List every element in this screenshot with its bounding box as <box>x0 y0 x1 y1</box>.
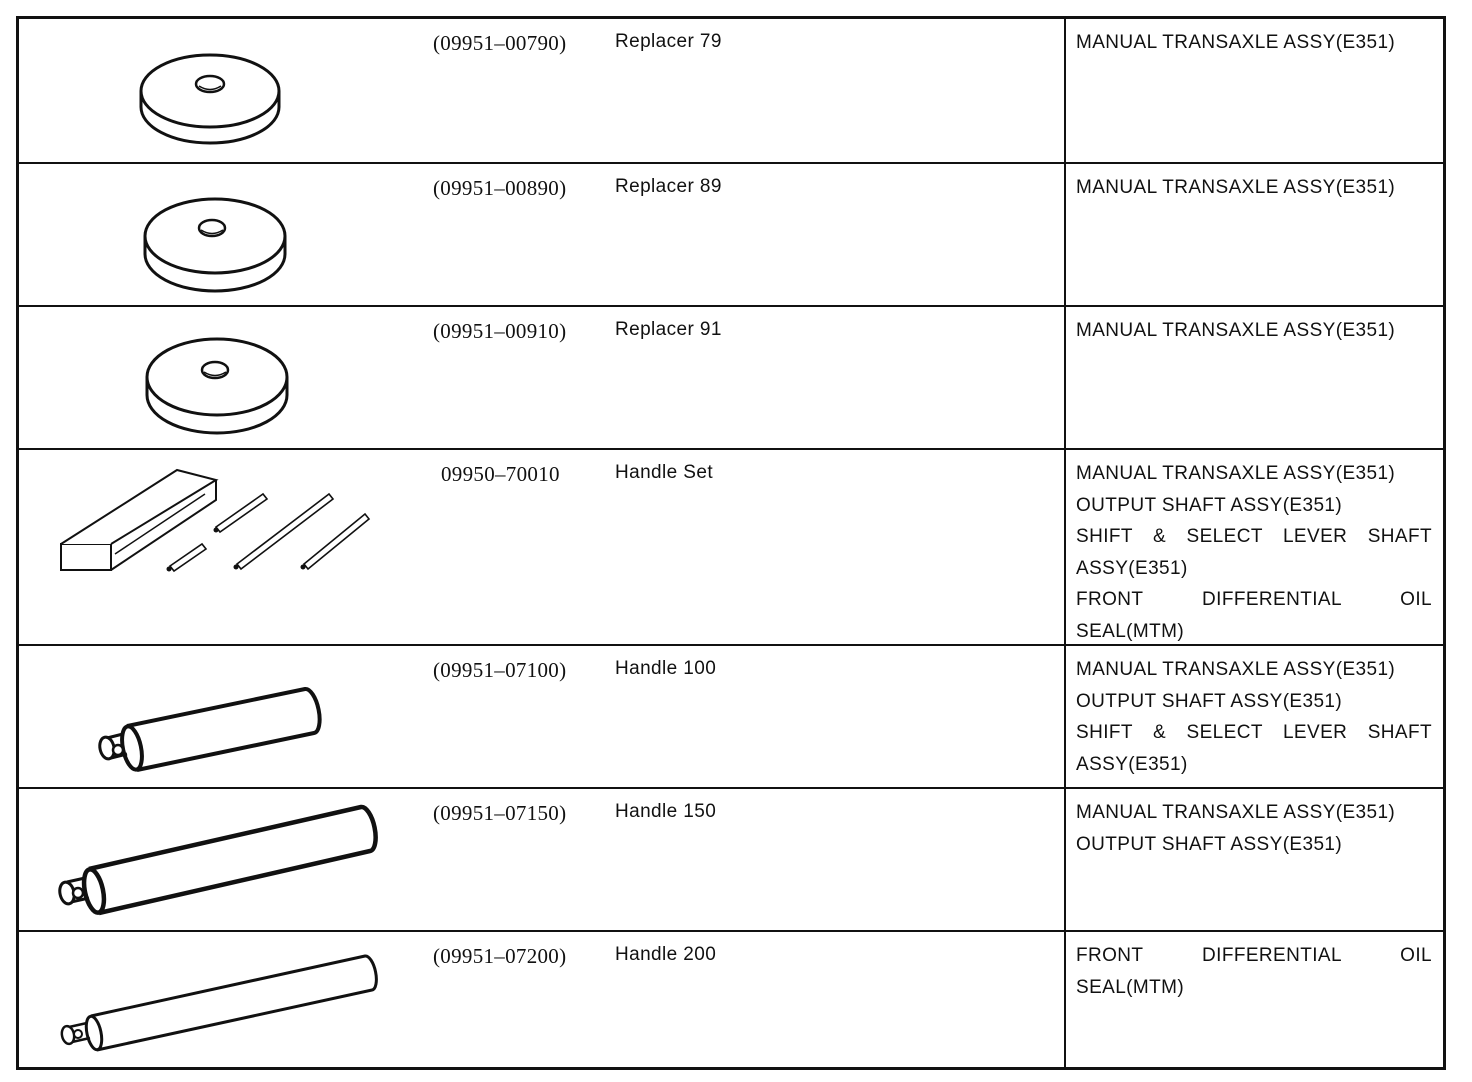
tool-name: Handle 150 <box>615 801 717 822</box>
part-number: 09950–70010 <box>441 462 560 486</box>
tool-name: Replacer 89 <box>615 176 722 197</box>
application-line: MANUAL TRANSAXLE ASSY(E351) <box>1076 32 1396 53</box>
part-number: (09951–00890) <box>433 176 567 200</box>
column-divider <box>1064 932 1066 1070</box>
column-divider <box>1064 307 1066 448</box>
replacer-89-illustration <box>19 164 419 305</box>
application-line: ASSY(E351) <box>1076 753 1188 775</box>
table-row <box>19 450 1443 646</box>
application-line: OUTPUT SHAFT ASSY(E351) <box>1076 494 1343 516</box>
application-line: MANUAL TRANSAXLE ASSY(E351) <box>1076 659 1396 680</box>
part-number: (09951–07100) <box>433 658 567 682</box>
tool-name: Handle Set <box>615 462 714 483</box>
application-line: SEAL(MTM) <box>1076 620 1185 642</box>
column-divider <box>1064 19 1066 162</box>
application-line: MANUAL TRANSAXLE ASSY(E351) <box>1076 802 1396 823</box>
replacer-91-illustration <box>19 307 419 448</box>
applications <box>1076 315 1432 347</box>
part-number: (09951–00910) <box>433 319 567 343</box>
handle-set-illustration <box>19 450 419 644</box>
application-line: SHIFT & SELECT LEVER SHAFT <box>1076 722 1432 743</box>
handle-100-illustration <box>19 646 419 787</box>
part-number: (09951–07150) <box>433 801 567 825</box>
replacer-79-illustration <box>19 19 419 162</box>
tool-name: Handle 100 <box>615 658 717 679</box>
application-line: MANUAL TRANSAXLE ASSY(E351) <box>1076 463 1396 484</box>
special-tool-table <box>16 16 1446 1070</box>
part-number: (09951–07200) <box>433 944 567 968</box>
application-line: SHIFT & SELECT LEVER SHAFT <box>1076 526 1432 547</box>
column-divider <box>1064 789 1066 930</box>
part-number: (09951–00790) <box>433 31 567 55</box>
applications <box>1076 458 1432 647</box>
applications <box>1076 172 1432 204</box>
application-line: ASSY(E351) <box>1076 557 1188 579</box>
table-row <box>19 932 1443 1070</box>
applications <box>1076 940 1432 1003</box>
application-line: OUTPUT SHAFT ASSY(E351) <box>1076 833 1343 855</box>
column-divider <box>1064 450 1066 644</box>
application-line: OUTPUT SHAFT ASSY(E351) <box>1076 690 1343 712</box>
column-divider <box>1064 646 1066 787</box>
handle-150-illustration <box>19 789 419 930</box>
tool-name: Replacer 91 <box>615 319 722 340</box>
tool-name: Replacer 79 <box>615 31 722 52</box>
application-line: MANUAL TRANSAXLE ASSY(E351) <box>1076 320 1396 341</box>
column-divider <box>1064 164 1066 305</box>
application-line: SEAL(MTM) <box>1076 976 1185 998</box>
applications <box>1076 797 1432 860</box>
table-row <box>19 789 1443 932</box>
table-row <box>19 646 1443 789</box>
table-row <box>19 307 1443 450</box>
application-line: FRONT DIFFERENTIAL OIL <box>1076 945 1432 966</box>
application-line: FRONT DIFFERENTIAL OIL <box>1076 589 1432 610</box>
table-row <box>19 164 1443 307</box>
table-row <box>19 19 1443 164</box>
application-line: MANUAL TRANSAXLE ASSY(E351) <box>1076 177 1396 198</box>
handle-200-illustration <box>19 932 419 1070</box>
tool-name: Handle 200 <box>615 944 717 965</box>
applications <box>1076 654 1432 780</box>
applications <box>1076 27 1432 59</box>
